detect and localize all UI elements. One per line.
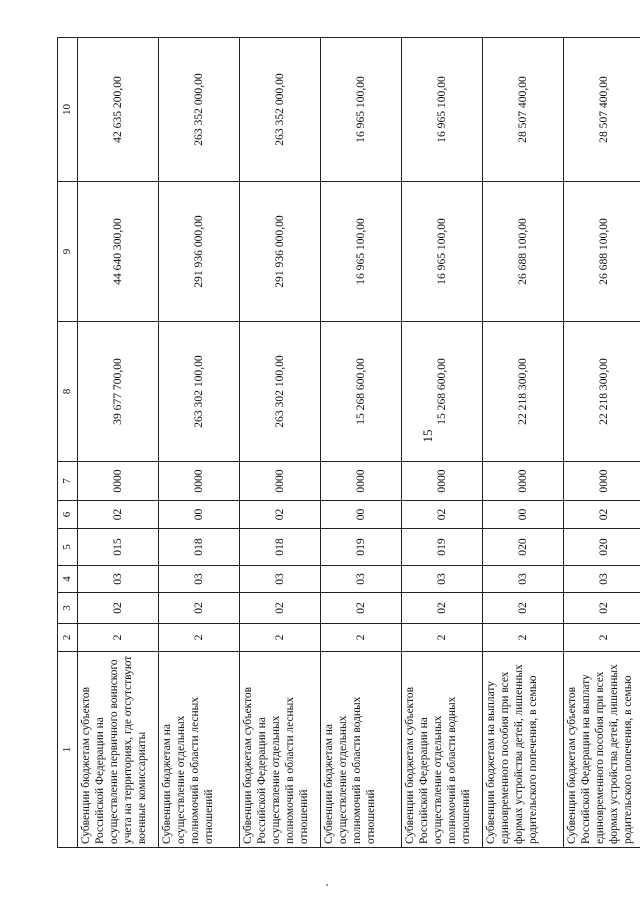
code-cell: 0000 (78, 462, 159, 501)
row-name-cell: Субвенции бюджетам субъектов Российской Федерации на осуществление отдельных полномочий в области водных отношений (402, 652, 483, 848)
code-cell: 0000 (483, 462, 564, 501)
column-number-cell: 3 (58, 593, 78, 624)
code-cell: 0000 (159, 462, 240, 501)
code-cell: 00 (483, 501, 564, 529)
code-cell: 02 (240, 501, 321, 529)
code-cell: 02 (78, 501, 159, 529)
scan-speck (326, 884, 328, 886)
column-number-cell: 5 (58, 529, 78, 566)
amount-cell: 28 507 400,00 (483, 38, 564, 182)
amount-cell: 16 965 100,00 (402, 38, 483, 182)
code-cell: 0000 (321, 462, 402, 501)
row-name-cell: Субвенции бюджетам на выплату единовременного пособия при всех формах устройства детей, лишенных родительского попечения, в семью (483, 652, 564, 848)
column-number-cell: 9 (58, 182, 78, 322)
amount-cell: 26 688 100,00 (483, 182, 564, 322)
code-cell: 00 (321, 501, 402, 529)
code-cell: 03 (240, 566, 321, 593)
amount-cell: 291 936 000,00 (240, 182, 321, 322)
code-cell: 02 (240, 593, 321, 624)
budget-table (57, 37, 640, 848)
amount-cell: 291 936 000,00 (159, 182, 240, 322)
amount-cell: 263 352 000,00 (159, 38, 240, 182)
code-cell: 2 (240, 624, 321, 652)
row-name-cell: Субвенции бюджетам субъектов Российской Федерации на осуществление первичного воинского учета на территориях, где отсутствуют военные комиссариаты (78, 652, 159, 848)
code-cell: 02 (483, 593, 564, 624)
column-number-cell: 4 (58, 566, 78, 593)
row-name-cell: Субвенции бюджетам на осуществление отдельных полномочий в области лесных отношений (159, 652, 240, 848)
amount-cell: 22 218 300,00 (564, 322, 640, 462)
amount-cell: 16 965 100,00 (321, 182, 402, 322)
column-number-cell: 6 (58, 501, 78, 529)
amount-cell: 15 268 600,00 (321, 322, 402, 462)
code-cell: 02 (402, 593, 483, 624)
code-cell: 02 (321, 593, 402, 624)
code-cell: 2 (159, 624, 240, 652)
code-cell: 02 (564, 501, 640, 529)
table-row (78, 38, 159, 848)
column-number-cell: 1 (58, 652, 78, 848)
code-cell: 03 (483, 566, 564, 593)
code-cell: 2 (402, 624, 483, 652)
code-cell: 2 (78, 624, 159, 652)
code-cell: 03 (564, 566, 640, 593)
amount-cell: 263 302 100,00 (240, 322, 321, 462)
code-cell: 03 (402, 566, 483, 593)
table-row (159, 38, 240, 848)
code-cell: 019 (402, 529, 483, 566)
amount-cell: 42 635 200,00 (78, 38, 159, 182)
column-number-cell: 10 (58, 38, 78, 182)
amount-cell: 26 688 100,00 (564, 182, 640, 322)
code-cell: 00 (159, 501, 240, 529)
code-cell: 2 (321, 624, 402, 652)
amount-cell: 28 507 400,00 (564, 38, 640, 182)
code-cell: 018 (159, 529, 240, 566)
code-cell: 020 (483, 529, 564, 566)
row-name-cell: Субвенции бюджетам субъектов Российской Федерации на осуществление отдельных полномочий в области лесных отношений (240, 652, 321, 848)
column-number-row (58, 38, 78, 848)
table-row (240, 38, 321, 848)
amount-cell: 16 965 100,00 (402, 182, 483, 322)
code-cell: 03 (78, 566, 159, 593)
code-cell: 0000 (240, 462, 321, 501)
amount-cell: 22 218 300,00 (483, 322, 564, 462)
code-cell: 015 (78, 529, 159, 566)
column-number-cell: 7 (58, 462, 78, 501)
column-number-cell: 2 (58, 624, 78, 652)
table-row (402, 38, 483, 848)
code-cell: 02 (402, 501, 483, 529)
code-cell: 03 (321, 566, 402, 593)
code-cell: 2 (483, 624, 564, 652)
code-cell: 03 (159, 566, 240, 593)
rotated-table-wrapper (57, 38, 634, 848)
page-number: 15 (420, 429, 435, 443)
amount-cell: 15 268 600,00 (402, 322, 483, 462)
code-cell: 020 (564, 529, 640, 566)
code-cell: 0000 (564, 462, 640, 501)
code-cell: 0000 (402, 462, 483, 501)
row-name-cell: Субвенции бюджетам субъектов Российской Федерации на выплату единовременного пособия при всех формах устройства детей, лишенных родительского попечения, в семью (564, 652, 640, 848)
code-cell: 2 (564, 624, 640, 652)
table-row (483, 38, 564, 848)
code-cell: 02 (159, 593, 240, 624)
amount-cell: 263 302 100,00 (159, 322, 240, 462)
table-row (564, 38, 640, 848)
amount-cell: 16 965 100,00 (321, 38, 402, 182)
table-row (321, 38, 402, 848)
column-number-cell: 8 (58, 322, 78, 462)
row-name-cell: Субвенции бюджетам на осуществление отдельных полномочий в области водных отношений (321, 652, 402, 848)
code-cell: 018 (240, 529, 321, 566)
amount-cell: 39 677 700,00 (78, 322, 159, 462)
amount-cell: 263 352 000,00 (240, 38, 321, 182)
code-cell: 02 (564, 593, 640, 624)
amount-cell: 44 640 300,00 (78, 182, 159, 322)
code-cell: 019 (321, 529, 402, 566)
code-cell: 02 (78, 593, 159, 624)
